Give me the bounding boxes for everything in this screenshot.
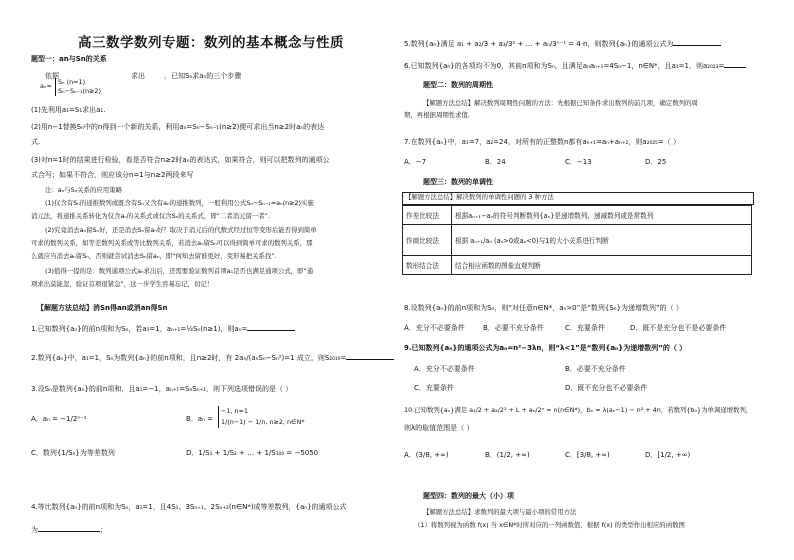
- q7-option-c: C．−13: [565, 158, 592, 166]
- answer-blank-1: [247, 323, 295, 331]
- q3-option-b-piecewise: [218, 406, 305, 428]
- note-2-line-2: 可求的数列关系，如等差数列关系或等比数列关系，若消去aₙ留Sₙ可以得到简单可求的数列关系，那: [31, 239, 313, 247]
- piecewise-case-2: Sₙ−Sₙ₋₁(n≥2): [58, 87, 101, 95]
- intro-text-b: 求出: [131, 72, 145, 80]
- note-3-line-2: 项求出莫能忽，验证首项很紧急”，这一步学生容易忘记，切记！: [31, 280, 214, 288]
- note-3-line-1: (3)值得一提的是：数列通项公式aₙ求出后，还需要验证数列首项a₁是否也满足通项公式，即“通: [45, 267, 314, 275]
- method-1: （1）将数列视为函数 f(x) 当 x∈N*时所对应的一列函数值，根据 f(x) 的类型作出相应的函数图: [414, 521, 685, 529]
- note-1-line-2: 消元法，将递推关系转化为仅含aₙ的关系式或仅含Sₙ的关系式，即“二者消元留一者”.: [31, 212, 270, 220]
- q7-option-d: D．25: [645, 158, 667, 166]
- summary-2-line-2: 期，再根据周期性求值.: [404, 111, 470, 119]
- q3-option-c: C．数列{1/Sₙ}为等差数列: [31, 449, 115, 457]
- piecewise-formula: [55, 78, 101, 96]
- topic-heading-4: 题型四：数列的最大（小）项: [423, 492, 514, 500]
- table-row: [403, 206, 752, 225]
- question-2: 2.数列{aₙ}中，a₁=1，Sₙ为数列{aₙ}的前n项和，且n≥2时，有 2aₙ/(aₙSₙ−Sₙ²)=1 成立，则S₂₀₁₉=: [31, 352, 394, 363]
- table-row: [403, 256, 752, 275]
- q8-option-c: C．充要条件: [565, 324, 605, 332]
- method-table: [402, 205, 752, 275]
- page-title: 高三数学数列专题：数列的基本概念与性质: [78, 35, 344, 51]
- q10-option-c: C．[3/8, +∞): [565, 451, 610, 459]
- q10-option-b: B．(1/2, +∞): [485, 451, 530, 459]
- step-2-line-2: 式.: [31, 138, 41, 146]
- table-cell-method: 数形结合法: [403, 256, 452, 275]
- answer-blank-6: [724, 60, 746, 68]
- q7-option-a: A．−7: [404, 158, 427, 166]
- table-cell-method: 作商比较法: [403, 225, 452, 256]
- question-10-line-2: 则λ的取值范围是（ ）: [404, 424, 474, 432]
- summary-heading-1: 【解题方法总结】消Sn得an或消an得Sn: [37, 304, 168, 312]
- formula-an-label: aₙ=: [40, 82, 52, 90]
- q9-option-b: B．必要不充分条件: [565, 365, 626, 373]
- step-3-line-2: 式合写；如果不符合，则应该分n=1与n≥2两段来写: [31, 171, 194, 179]
- q10-option-d: D．[1/2, +∞): [645, 451, 691, 459]
- topic-heading-3: 题型三：数列的单调性: [423, 178, 493, 186]
- note-2-line-1: (2)究竟消去aₙ留Sₙ好，还是消去Sₙ留aₙ好？取决于消元后的代数式经过恒等变形后能否得到简单: [45, 226, 317, 234]
- question-10-line-1: 10.已知数列{aₙ}满足 a₁/2 + a₂/2² + L + aₙ/2ⁿ = n(n∈N*)，bₙ = λ(aₙ−1) − n² + 4n，若数列{bₙ}为单调递增数列，: [404, 406, 753, 414]
- q3-option-d: D．1/S₁ + 1/S₂ + … + 1/S₁₀₀ = −5050: [186, 449, 319, 457]
- question-5: 5.数列{aₙ}满足 a₁ + a₂/3 + a₃/3² + … + aₙ/3ⁿ⁻¹ = 4·n，则数列{aₙ}的通项公式为: [404, 38, 721, 49]
- table-cell-method: 作差比较法: [403, 206, 452, 225]
- intro-text-a: 依据: [45, 72, 59, 80]
- q8-option-b: B．必要不充分条件: [483, 324, 544, 332]
- question-3: 3.设Sₙ是数列{aₙ}的前n项和，且a₁=−1，aₙ₊₁=SₙSₙ₊₁，则下列选项错误的是（ ）: [31, 385, 293, 393]
- question-7: 7.在数列{aₙ}中，a₁=7，a₂=24，对所有的正整数n都有aₙ₊₁=aₙ+aₙ₊₂，则a₂₀₂₅=（ ）: [404, 138, 680, 146]
- note-1-line-1: (1)仅含有Sₙ的递推数列或既含有Sₙ又含有aₙ的递推数列，一般利用公式Sₙ−Sₙ₋₁=aₙ(n≥2)实施: [45, 199, 314, 207]
- summary-2-line-1: 【解题方法总结】解决数列周期性问题的方法：先根据已知条件求出数列的前几项，确定数列的周: [423, 99, 698, 107]
- step-1: (1)先利用a₁=S₁求出a₁.: [31, 106, 106, 114]
- question-8: 8.设数列{aₙ}的前n项和为Sₙ，则“对任意n∈N*，aₙ>0”是“数列{Sₙ}为递增数列”的（ ）: [404, 304, 683, 312]
- summary-3: 【解题方法总结】解决数列的单调性问题的 3 种方法: [405, 193, 554, 201]
- topic-heading-1: 题型一：an与Sn的关系: [31, 55, 107, 63]
- question-4-line-1: 4.等比数列{aₙ}的前n项和为Sₙ，a₁=1，且4S₁、3Sₙ₊₁、2Sₙ₊₂(n∈N*)成等差数列，{aₙ}的通项公式: [31, 503, 347, 511]
- table-row: [403, 225, 752, 256]
- step-2-line-1: (2)用n−1替换Sₙ中的n得到一个新的关系，利用aₙ=Sₙ−Sₙ₋₁(n≥2)便可求出当n≥2时aₙ的表达: [31, 123, 325, 131]
- summary-4: 【解题方法总结】求数列的最大项与最小项的常用方法: [423, 508, 577, 516]
- q7-option-b: B．24: [485, 158, 506, 166]
- q9-option-d: D．既不充分也不必要条件: [565, 384, 648, 392]
- table-cell-desc: 结合相应函数的图象直观判断: [452, 256, 752, 275]
- note-heading: 注：aₙ与Sₙ关系的应用策略: [45, 186, 122, 194]
- question-4-line-2: 为 ；: [31, 526, 107, 534]
- q3-b-case-1: −1, n=1: [221, 407, 248, 415]
- q9-option-c: C．充要条件: [414, 384, 454, 392]
- topic-heading-2: 题型二：数列的周期性: [423, 81, 493, 89]
- table-cell-desc: 根据aₙ₊₁−aₙ的符号判断数列{aₙ}是递增数列、递减数列或是常数列: [452, 206, 752, 225]
- note-2-line-3: 么就应当消去aₙ留Sₙ，否则就尝试消去Sₙ留aₙ，即“何知去留谁更好，变形易把关系找”.: [31, 252, 277, 260]
- q10-option-a: A．(3/8, +∞): [404, 451, 449, 459]
- piecewise-case-1: Sₙ (n=1): [58, 78, 86, 86]
- q3-option-a: A．aₙ = −1/2ⁿ⁻¹: [31, 415, 87, 423]
- q3-option-b-label: B．aₙ =: [186, 415, 213, 423]
- q3-b-case-2: 1/(n−1) − 1/n, n≥2, n∈N*: [221, 418, 305, 426]
- answer-blank-2: [346, 352, 394, 360]
- step-3-line-1: (3)对n=1时的结果进行检验，看是否符合n≥2时aₙ的表达式，如果符合，则可以把数列的通项公: [31, 156, 330, 164]
- q8-option-d: D．既不是充分也不是必要条件: [630, 324, 727, 332]
- question-1: 1.已知数列{aₙ}的前n项和为Sₙ，若a₁=1，aₙ₊₁=½Sₙ(n≥1)，则aₙ=: [31, 323, 295, 334]
- q9-option-a: A．充分不必要条件: [414, 365, 475, 373]
- q8-option-a: A．充分不必要条件: [404, 324, 465, 332]
- intro-text-c: ，已知Sₙ求aₙ的三个步骤: [164, 72, 242, 80]
- question-9: 9.已知数列{aₙ}的通项公式为aₙ=n²−3λn，则“λ<1”是“数列{aₙ}为递增数列”的（ ）: [404, 344, 687, 352]
- answer-blank-5: [673, 38, 721, 46]
- answer-blank-4: [38, 524, 100, 532]
- question-6: 6.已知数列{aₙ}的各项均不为0，其前n项和为Sₙ，且满足aₙaₙ₊₁=4Sₙ−1，n∈N*，且a₁=1，则a₂₀₂₃=: [404, 60, 746, 71]
- table-cell-desc: 根据 aₙ₊₁/aₙ (aₙ>0或aₙ<0)与1的大小关系进行判断: [452, 225, 752, 256]
